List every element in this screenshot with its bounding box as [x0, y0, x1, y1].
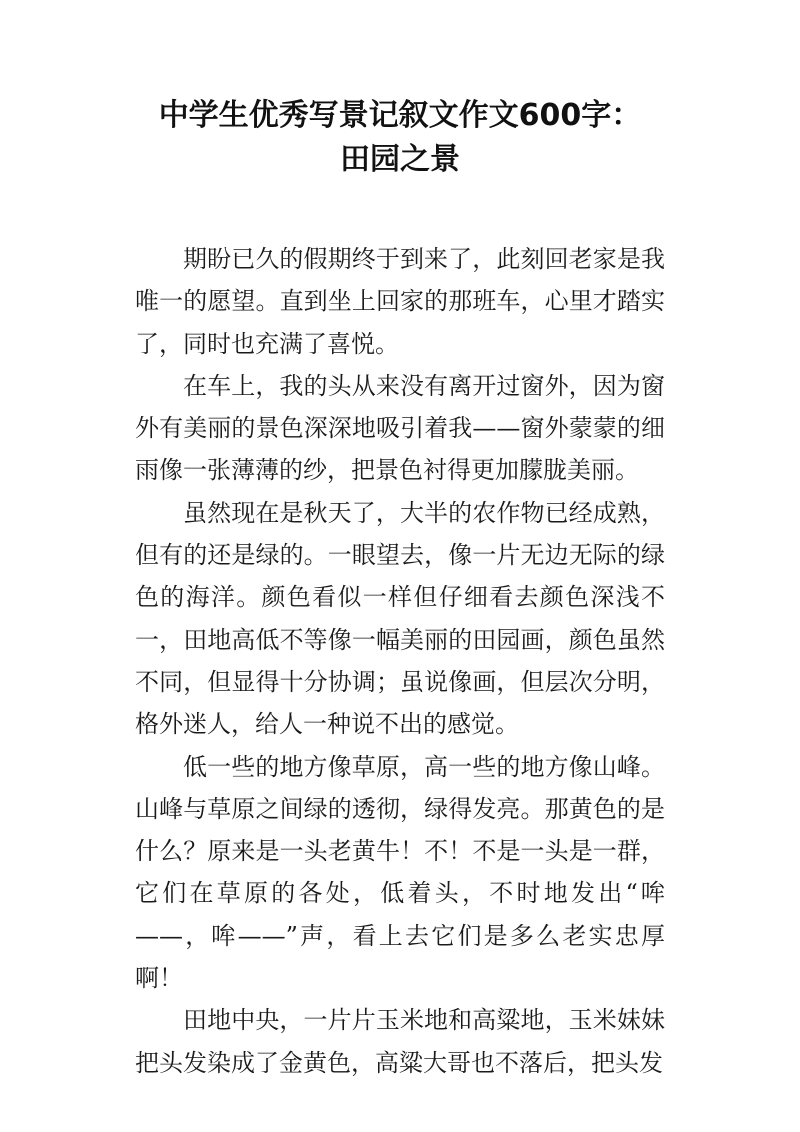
document-title — [0, 94, 800, 182]
title-line-2: 田园之景 — [340, 142, 460, 177]
paragraph: 在车上，我的头从来没有离开过窗外，因为窗外有美丽的景色深深地吸引着我——窗外蒙蒙的细雨像一张薄薄的纱，把景色衬得更加朦胧美丽。 — [135, 371, 665, 485]
document-body — [135, 238, 665, 1084]
paragraph: 期盼已久的假期终于到来了，此刻回老家是我唯一的愿望。直到坐上回家的那班车，心里才踏实了，同时也充满了喜悦。 — [135, 245, 665, 358]
title-line-1: 中学生优秀写景记叙文作文600字： — [158, 98, 642, 133]
paragraph: 虽然现在是秋天了，大半的农作物已经成熟，但有的还是绿的。一眼望去，像一片无边无际的绿色的海洋。颜色看似一样但仔细看去颜色深浅不一，田地高低不等像一幅美丽的田园画，颜色虽然不同，但显得十分协调；虽说像画，但层次分明，格外迷人，给人一种说不出的感觉。 — [135, 498, 665, 739]
paragraph: 低一些的地方像草原，高一些的地方像山峰。山峰与草原之间绿的透彻，绿得发亮。那黄色的是什么？原来是一头老黄牛！不！不是一头是一群，它们在草原的各处，低着头，不时地发出“哞——，哞——”声，看上去它们是多么老实忠厚啊！ — [135, 752, 665, 993]
paragraph: 田地中央，一片片玉米地和高粱地，玉米妹妹把头发染成了金黄色，高粱大哥也不落后，把头发 — [135, 1006, 665, 1077]
